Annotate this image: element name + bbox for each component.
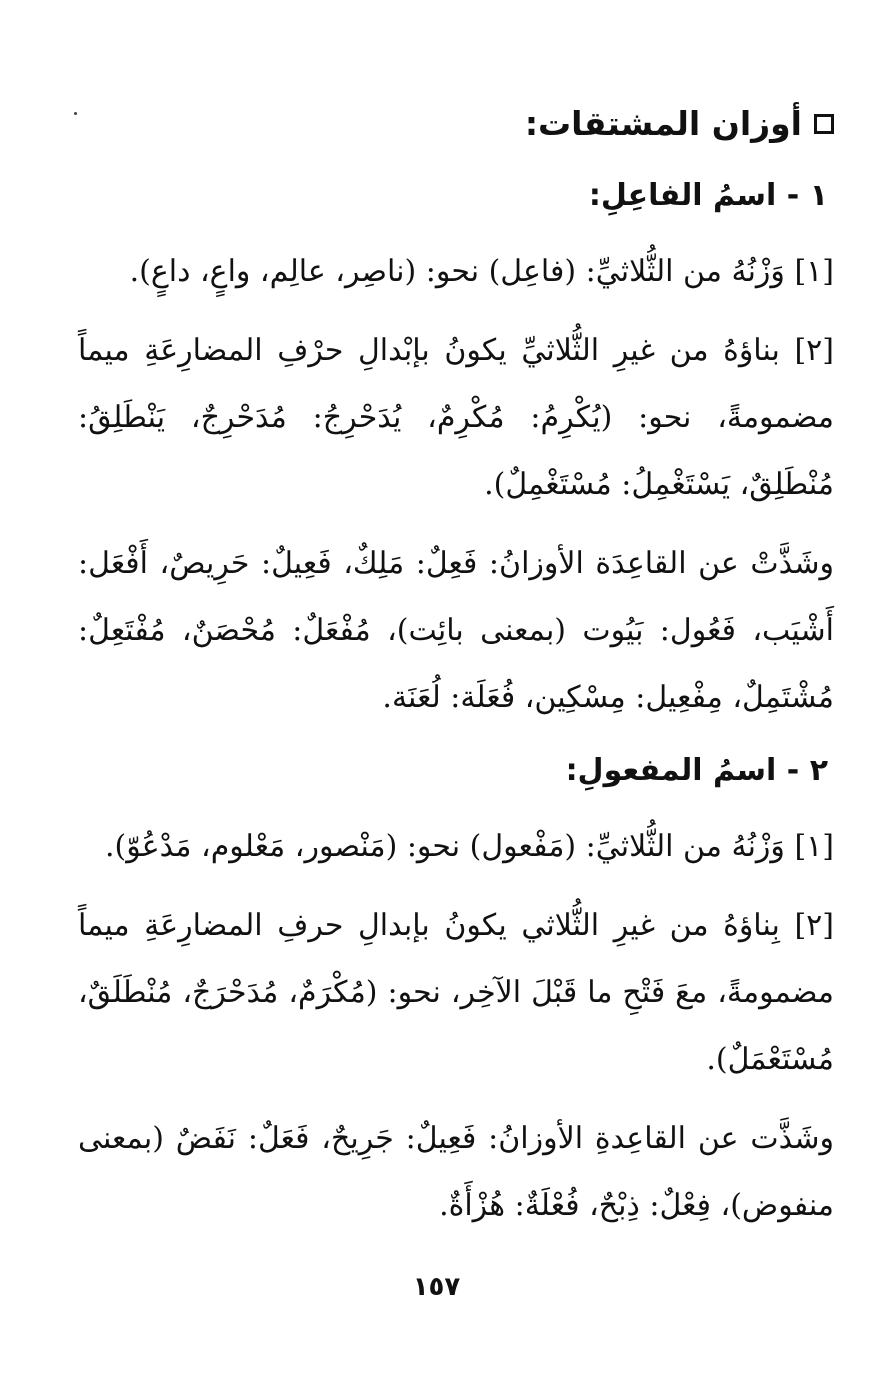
scan-speck (74, 112, 77, 115)
paragraph-active-participle-non-triliteral: [٢] بناؤهُ من غيرِ الثُّلاثيِّ يكونُ بإبْدالِ حرْفِ المضارِعَةِ ميماً مضمومةً، نحو: (يُكْرِمُ: مُكْرِمٌ، يُدَحْرِجُ: مُدَحْرِجٌ، يَنْطَلِقُ: مُنْطَلِقٌ، يَسْتَغْمِلُ: مُسْتَغْمِلٌ). (78, 333, 834, 502)
paragraph-passive-participle-triliteral: [١] وَزْنُهُ من الثُّلاثيِّ: (مَفْعول) نحو: (مَنْصور، مَعْلوم، مَدْعُوّ). (105, 829, 834, 864)
paragraph-active-participle-exceptions: وشَذَّتْ عن القاعِدَة الأوزانُ: فَعِلٌ: مَلِكٌ، فَعِيلٌ: حَرِيصٌ، أَفْعَل: أَشْيَب، فَعُول: بَيُوت (بمعنى بائِت)، مُفْعَلٌ: مُحْصَنٌ، مُفْتَعِلٌ: مُشْتَمِلٌ، مِفْعِيل: مِسْكِين، فُعَلَة: لُعَنَة. (78, 546, 834, 715)
page-heading-text: أوزان المشتقات: (524, 104, 802, 143)
section-title-active-participle: ١ - اسمُ الفاعِلِ: (588, 178, 828, 213)
paragraph-passive-participle-exceptions: وشَذَّت عن القاعِدةِ الأوزانُ: فَعِيلٌ: جَرِيحٌ، فَعَلٌ: نَفَضٌ (بمعنى منفوض)، فِعْلٌ: ذِبْحٌ، فُعْلَةٌ: هُزْأَةٌ. (78, 1121, 834, 1223)
square-bullet-icon (814, 114, 834, 134)
page-heading (78, 92, 834, 156)
paragraph-active-participle-triliteral: [١] وَزْنُهُ من الثُّلاثيِّ: (فاعِل) نحو: (ناصِر، عالِم، واعٍ، داعٍ). (129, 254, 834, 289)
page-number: ١٥٧ (412, 1272, 461, 1302)
page-body (78, 92, 834, 1239)
paragraph-passive-participle-non-triliteral: [٢] بِناؤهُ من غيرِ الثُّلاثي يكونُ بإبدالِ حرفِ المضارِعَةِ ميماً مضمومةً، معَ فَتْحِ ما قَبْلَ الآخِر، نحو: (مُكْرَمٌ، مُدَحْرَجٌ، مُنْطَلَقٌ، مُسْتَعْمَلٌ). (78, 908, 834, 1077)
section-title-passive-participle: ٢ - اسمُ المفعولِ: (565, 753, 828, 788)
